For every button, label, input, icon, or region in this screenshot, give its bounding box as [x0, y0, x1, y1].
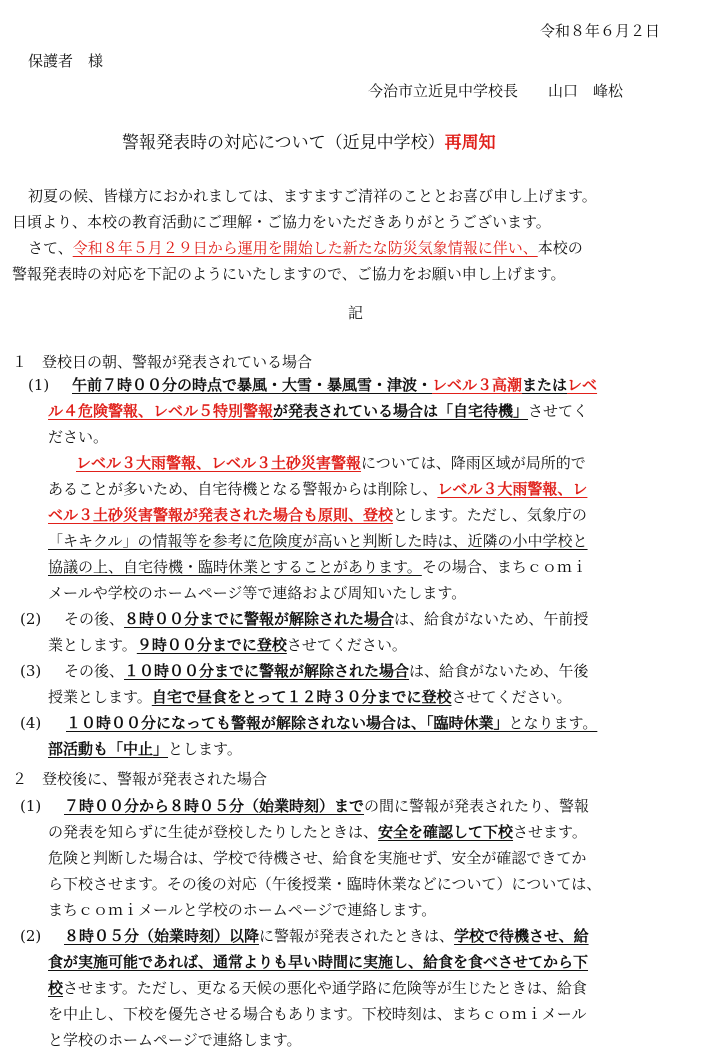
s1-item4-number: (4): [20, 714, 42, 732]
s1-item1-line: 協議の上、自宅待機・臨時休業とすることがあります。その場合、まちｃｏｍｉ: [48, 558, 587, 576]
section2-heading: ２ 登校後に、警報が発表された場合: [12, 770, 268, 788]
ki-heading: 記: [348, 304, 364, 322]
s2-item2-line: 食が実施可能であれば、通常よりも早い時間に実施し、給食を食べさせてから下: [48, 953, 589, 971]
s1-item4-line: １０時００分になっても警報が解除されない場合は、「臨時休業」となります。: [66, 714, 598, 732]
s1-item1-number: (1): [28, 376, 50, 394]
recipient: 保護者 様: [28, 52, 104, 70]
section1-heading: １ 登校日の朝、警報が発表されている場合: [12, 353, 313, 371]
s2-item1-line: ７時００分から８時０５分（始業時刻）までの間に警報が発表されたり、警報: [64, 797, 590, 815]
intro-line-2: 日頃より、本校の教育活動にご理解・ご協力をいただきありがとうございます。: [12, 213, 551, 231]
s2-item2-number: (2): [20, 927, 42, 945]
title-main: 警報発表時の対応について（近見中学校）: [122, 133, 445, 153]
s2-item1-line: 危険と判断した場合は、学校で待機させ、給食を実施せず、安全が確認できてか: [48, 849, 587, 867]
s1-item1-line: 午前７時００分の時点で暴風・大雪・暴風雪・津波・レベル３高潮またはレベ: [72, 376, 598, 394]
s1-item3-line: その後、１０時００分までに警報が解除された場合は、給食がないため、午後: [64, 662, 589, 680]
s1-item1-line: ル４危険警報、レベル５特別警報が発表されている場合は「自宅待機」させてく: [48, 402, 589, 420]
s2-item2-line: ８時０５分（始業時刻）以降に警報が発表されたときは、学校で待機させ、給: [64, 927, 589, 945]
intro-line-1: 初夏の候、皆様方におかれましては、ますますご清祥のこととお喜び申し上げます。: [28, 187, 597, 205]
document-title: [122, 130, 496, 156]
s1-item1-line: ださい。: [48, 428, 109, 446]
s1-item1-line: メールや学校のホームページ等で連絡および周知いたします。: [48, 584, 467, 602]
s1-item3-number: (3): [20, 662, 42, 680]
intro-line-3: さて、令和８年５月２９日から運用を開始した新たな防災気象情報に伴い、本校の: [28, 239, 583, 257]
s2-item1-line: の発表を知らずに生徒が登校したりしたときは、安全を確認して下校させます。: [48, 823, 587, 841]
intro-line-4: 警報発表時の対応を下記のようにいたしますので、ご協力をお願い申し上げます。: [12, 265, 566, 283]
s2-item2-line: 校させます。ただし、更なる天候の悪化や通学路に危険等が生じたときは、給食: [48, 979, 587, 997]
s2-item1-line: まちｃｏｍｉメールと学校のホームページで連絡します。: [48, 901, 437, 919]
s1-item1-line: ベル３土砂災害警報が発表された場合も原則、登校とします。ただし、気象庁の: [48, 506, 587, 524]
s1-item1-line: あることが多いため、自宅待機となる警報からは削除し、レベル３大雨警報、レ: [48, 480, 588, 498]
s1-item2-line: 業とします。９時００分までに登校させてください。: [48, 636, 407, 654]
s2-item1-line: ら下校させます。その後の対応（午後授業・臨時休業などについて）については、: [48, 875, 602, 893]
s1-item2-number: (2): [20, 610, 42, 628]
s1-item2-line: その後、８時００分までに警報が解除された場合は、給食がないため、午前授: [64, 610, 589, 628]
title-reissue-badge: 再周知: [444, 133, 496, 153]
sender: 今治市立近見中学校長 山口 峰松: [368, 82, 624, 100]
intro-highlight: 令和８年５月２９日から運用を開始した新たな防災気象情報に伴い、: [72, 239, 538, 257]
document-date: 令和８年６月２日: [540, 22, 661, 40]
s2-item2-line: と学校のホームページで連絡します。: [48, 1031, 302, 1049]
s2-item2-line: を中止し、下校を優先させる場合もあります。下校時刻は、まちｃｏｍｉメール: [48, 1005, 587, 1023]
s2-item1-number: (1): [20, 797, 42, 815]
s1-item4-line: 部活動も「中止」とします。: [48, 740, 242, 758]
s1-item1-line: 「キキクル」の情報等を参考に危険度が高いと判断した時は、近隣の小中学校と: [48, 532, 588, 550]
s1-item1-line: レベル３大雨警報、レベル３土砂災害警報については、降雨区域が局所的で: [76, 454, 586, 472]
s1-item3-line: 授業とします。自宅で昼食をとって１２時３０分までに登校させてください。: [48, 688, 572, 706]
